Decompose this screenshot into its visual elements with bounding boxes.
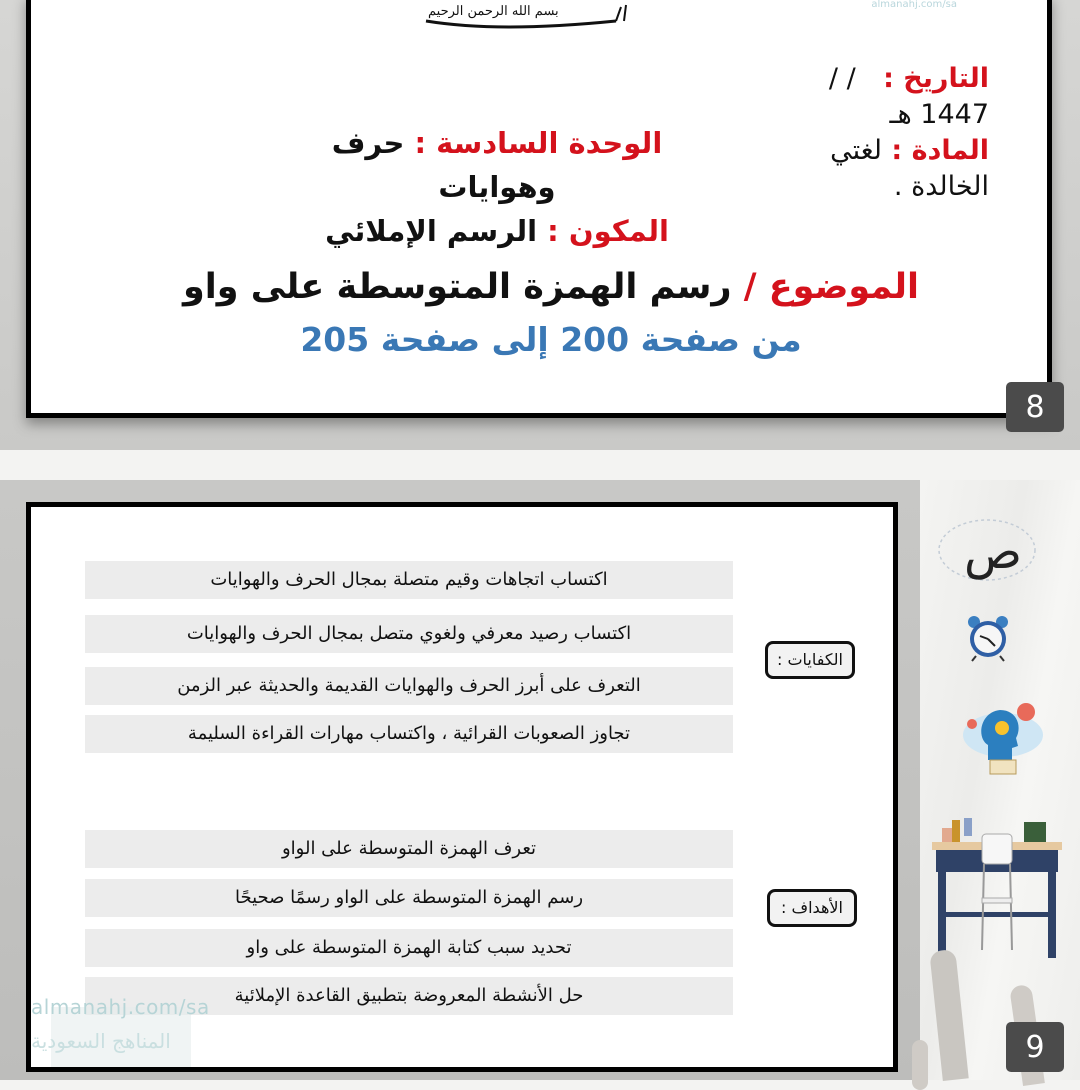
component-value: الرسم الإملائي <box>325 214 538 248</box>
brush-stroke-decoration <box>912 1040 928 1090</box>
watermark-url: almanahj.com/sa <box>31 995 210 1019</box>
competency-item: اكتساب رصيد معرفي ولغوي متصل بمجال الحرف والهوايات <box>85 615 733 653</box>
hijri-year: 1447 هـ <box>889 99 989 130</box>
svg-text:بسم الله الرحمن الرحيم: بسم الله الرحمن الرحيم <box>428 4 559 19</box>
slide-9-container <box>0 480 1080 1080</box>
side-decoration-panel <box>920 480 1080 1080</box>
competencies-label: الكفايات : <box>765 641 855 679</box>
unit-label: الوحدة السادسة : <box>414 126 663 160</box>
objective-item: تعرف الهمزة المتوسطة على الواو <box>85 830 733 868</box>
letter-sad-calligraphy-icon <box>932 510 1042 590</box>
desk-chair-illustration <box>924 800 1064 960</box>
subject-label: المادة : <box>891 135 989 166</box>
page-range: من صفحة 200 إلى صفحة 205 <box>300 320 802 359</box>
unit-info <box>277 121 717 253</box>
slide-8-container <box>0 0 1080 450</box>
topic-label: الموضوع / <box>743 267 919 307</box>
slide-9[interactable] <box>26 502 898 1072</box>
component-label: المكون : <box>547 214 669 248</box>
watermark-name: المناهج السعودية <box>31 1029 171 1053</box>
topic-value: رسم الهمزة المتوسطة على واو <box>183 267 732 307</box>
top-watermark: almanahj.com/sa <box>871 0 957 10</box>
brush-stroke-decoration <box>929 949 968 1081</box>
competency-item: التعرف على أبرز الحرف والهوايات القديمة والحديثة عبر الزمن <box>85 667 733 705</box>
objective-item: رسم الهمزة المتوسطة على الواو رسمًا صحيحًا <box>85 879 733 917</box>
lesson-topic <box>151 261 951 313</box>
basmala-calligraphy-icon <box>416 0 646 33</box>
subject-value: لغتي الخالدة . <box>830 135 989 202</box>
objectives-label: الأهداف : <box>767 889 857 927</box>
slide-8-number-badge[interactable]: 8 <box>1006 382 1064 432</box>
date-value: / / <box>828 63 856 94</box>
lesson-meta <box>759 61 989 205</box>
objective-item: تحديد سبب كتابة الهمزة المتوسطة على واو <box>85 929 733 967</box>
unit-value: حرف وهوايات <box>331 126 556 204</box>
slide-9-number-badge[interactable]: 9 <box>1006 1022 1064 1072</box>
svg-text:ص: ص <box>964 524 1023 580</box>
competency-item: اكتساب اتجاهات وقيم متصلة بمجال الحرف والهوايات <box>85 561 733 599</box>
slide-8[interactable] <box>26 0 1052 418</box>
competency-item: تجاوز الصعوبات القرائية ، واكتساب مهارات القراءة السليمة <box>85 715 733 753</box>
head-lightbulb-icon <box>958 690 1048 780</box>
objective-item: حل الأنشطة المعروضة بتطبيق القاعدة الإملائية <box>85 977 733 1015</box>
alarm-clock-icon <box>964 614 1012 662</box>
date-label: التاريخ : <box>883 63 989 94</box>
